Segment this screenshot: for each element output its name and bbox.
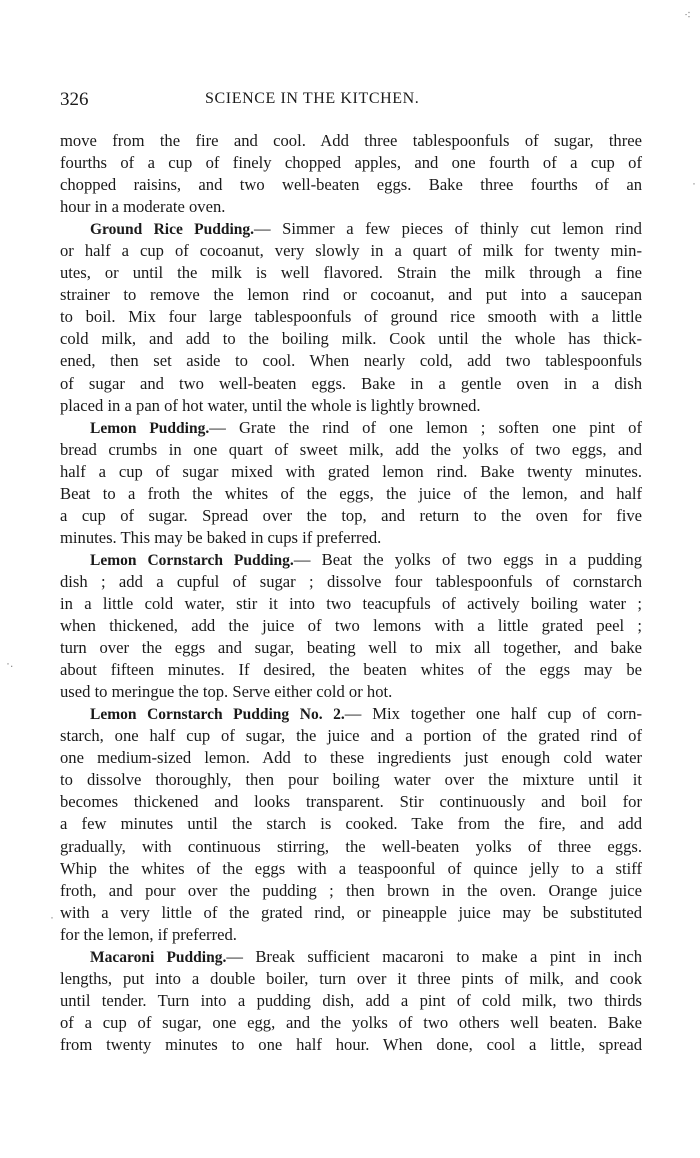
text-line: fourths of a cup of finely chopped apples, and one fourth of a cup of (60, 153, 642, 173)
text-line: when thickened, add the juice of two lemons with a little grated peel ; (60, 616, 642, 636)
text-line (60, 549, 642, 571)
text-run: — Break sufficient macaroni to make a pint in inch (226, 946, 642, 966)
text-line: move from the fire and cool. Add three tablespoonfuls of sugar, three (60, 131, 642, 150)
recipe-macaroni-pudding (60, 946, 642, 1056)
paragraph-continuation (60, 130, 642, 218)
running-title: SCIENCE IN THE KITCHEN. (205, 90, 420, 107)
text-line: strainer to remove the lemon rind or cocoanut, and put into a saucepan (60, 285, 642, 305)
recipe-heading: Lemon Pudding. (90, 419, 210, 437)
recipe-lemon-cornstarch-pudding-no-2 (60, 703, 642, 946)
page-header (60, 89, 640, 113)
text-line: froth, and pour over the pudding ; then brown in the oven. Orange juice (60, 880, 642, 900)
recipe-heading: Lemon Cornstarch Pudding No. 2. (90, 706, 345, 724)
text-line: about fifteen minutes. If desired, the beaten whites of the eggs may be (60, 660, 642, 680)
text-line (60, 218, 642, 240)
text-line (60, 417, 642, 439)
recipe-lemon-pudding (60, 417, 642, 549)
text-line: to boil. Mix four large tablespoonfuls of ground rice smooth with a little (60, 307, 642, 327)
text-line (60, 946, 642, 968)
text-line: turn over the eggs and sugar, beating well to mix all together, and bake (60, 638, 642, 658)
text-line (60, 703, 642, 725)
text-run: — Grate the rind of one lemon ; soften one pint of (209, 417, 642, 437)
text-line: ened, then set aside to cool. When nearly cold, add two tablespoonfuls (60, 351, 642, 371)
text-line: from twenty minutes to one half hour. When done, cool a little, spread (60, 1034, 642, 1054)
recipe-heading: Ground Rice Pudding. (90, 221, 254, 239)
text-line: for the lemon, if preferred. (60, 924, 237, 944)
text-line: one medium-sized lemon. Add to these ingredients just enough cold water (60, 748, 642, 768)
text-line: a cup of sugar. Spread over the top, and return to the oven for five (60, 505, 642, 525)
scan-mark: ⁖ (684, 8, 692, 22)
text-run: — Beat the yolks of two eggs in a pudding (293, 549, 642, 569)
text-line: utes, or until the milk is well flavored. Strain the milk through a fine (60, 263, 642, 283)
text-run: — Mix together one half cup of corn- (344, 704, 642, 724)
text-line: of a cup of sugar, one egg, and the yolks of two others well beaten. Bake (60, 1012, 642, 1032)
text-line: lengths, put into a double boiler, turn over it three pints of milk, and cook (60, 968, 642, 988)
text-line: starch, one half cup of sugar, the juice and a portion of the grated rind of (60, 726, 642, 746)
text-line: minutes. This may be baked in cups if preferred. (60, 527, 382, 547)
text-line: hour in a moderate oven. (60, 197, 226, 217)
scan-mark: · (692, 176, 696, 190)
recipe-lemon-cornstarch-pudding (60, 549, 642, 703)
page-number: 326 (60, 89, 89, 110)
text-line: to dissolve thoroughly, then pour boiling water over the mixture until it (60, 770, 642, 790)
text-line: Whip the whites of the eggs with a teaspoonful of quince jelly to a stiff (60, 858, 642, 878)
text-line: chopped raisins, and two well-beaten eggs. Bake three fourths of an (60, 175, 642, 195)
text-line: Beat to a froth the whites of the eggs, the juice of the lemon, and half (60, 483, 642, 503)
recipe-heading: Macaroni Pudding. (90, 948, 227, 966)
body-text (60, 130, 642, 1056)
text-line: until tender. Turn into a pudding dish, add a pint of cold milk, two thirds (60, 990, 642, 1010)
text-line: placed in a pan of hot water, until the whole is lightly browned. (60, 395, 481, 415)
text-line: used to meringue the top. Serve either cold or hot. (60, 682, 393, 702)
scan-mark: ·. (6, 656, 14, 670)
text-line: becomes thickened and looks transparent. Stir continuously and boil for (60, 792, 642, 812)
text-run: — Simmer a few pieces of thinly cut lemon rind (254, 219, 642, 239)
text-line: bread crumbs in one quart of sweet milk, add the yolks of two eggs, and (60, 439, 642, 459)
text-line: cold milk, and add to the boiling milk. Cook until the whole has thick- (60, 329, 642, 349)
recipe-ground-rice-pudding (60, 218, 642, 416)
recipe-heading: Lemon Cornstarch Pudding. (90, 551, 294, 569)
text-line: with a very little of the grated rind, or pineapple juice may be substituted (60, 902, 642, 922)
text-line: or half a cup of cocoanut, very slowly in a quart of milk for twenty min- (60, 241, 642, 261)
text-line: gradually, with continuous stirring, the well-beaten yolks of three eggs. (60, 836, 642, 856)
text-line: half a cup of sugar mixed with grated lemon rind. Bake twenty minutes. (60, 461, 642, 481)
text-line: in a little cold water, stir it into two teacupfuls of actively boiling water ; (60, 593, 642, 613)
text-line: a few minutes until the starch is cooked. Take from the fire, and add (60, 814, 642, 834)
text-line: dish ; add a cupful of sugar ; dissolve four tablespoonfuls of cornstarch (60, 571, 642, 591)
scan-mark: · (50, 910, 54, 924)
text-line: of sugar and two well-beaten eggs. Bake in a gentle oven in a dish (60, 373, 642, 393)
